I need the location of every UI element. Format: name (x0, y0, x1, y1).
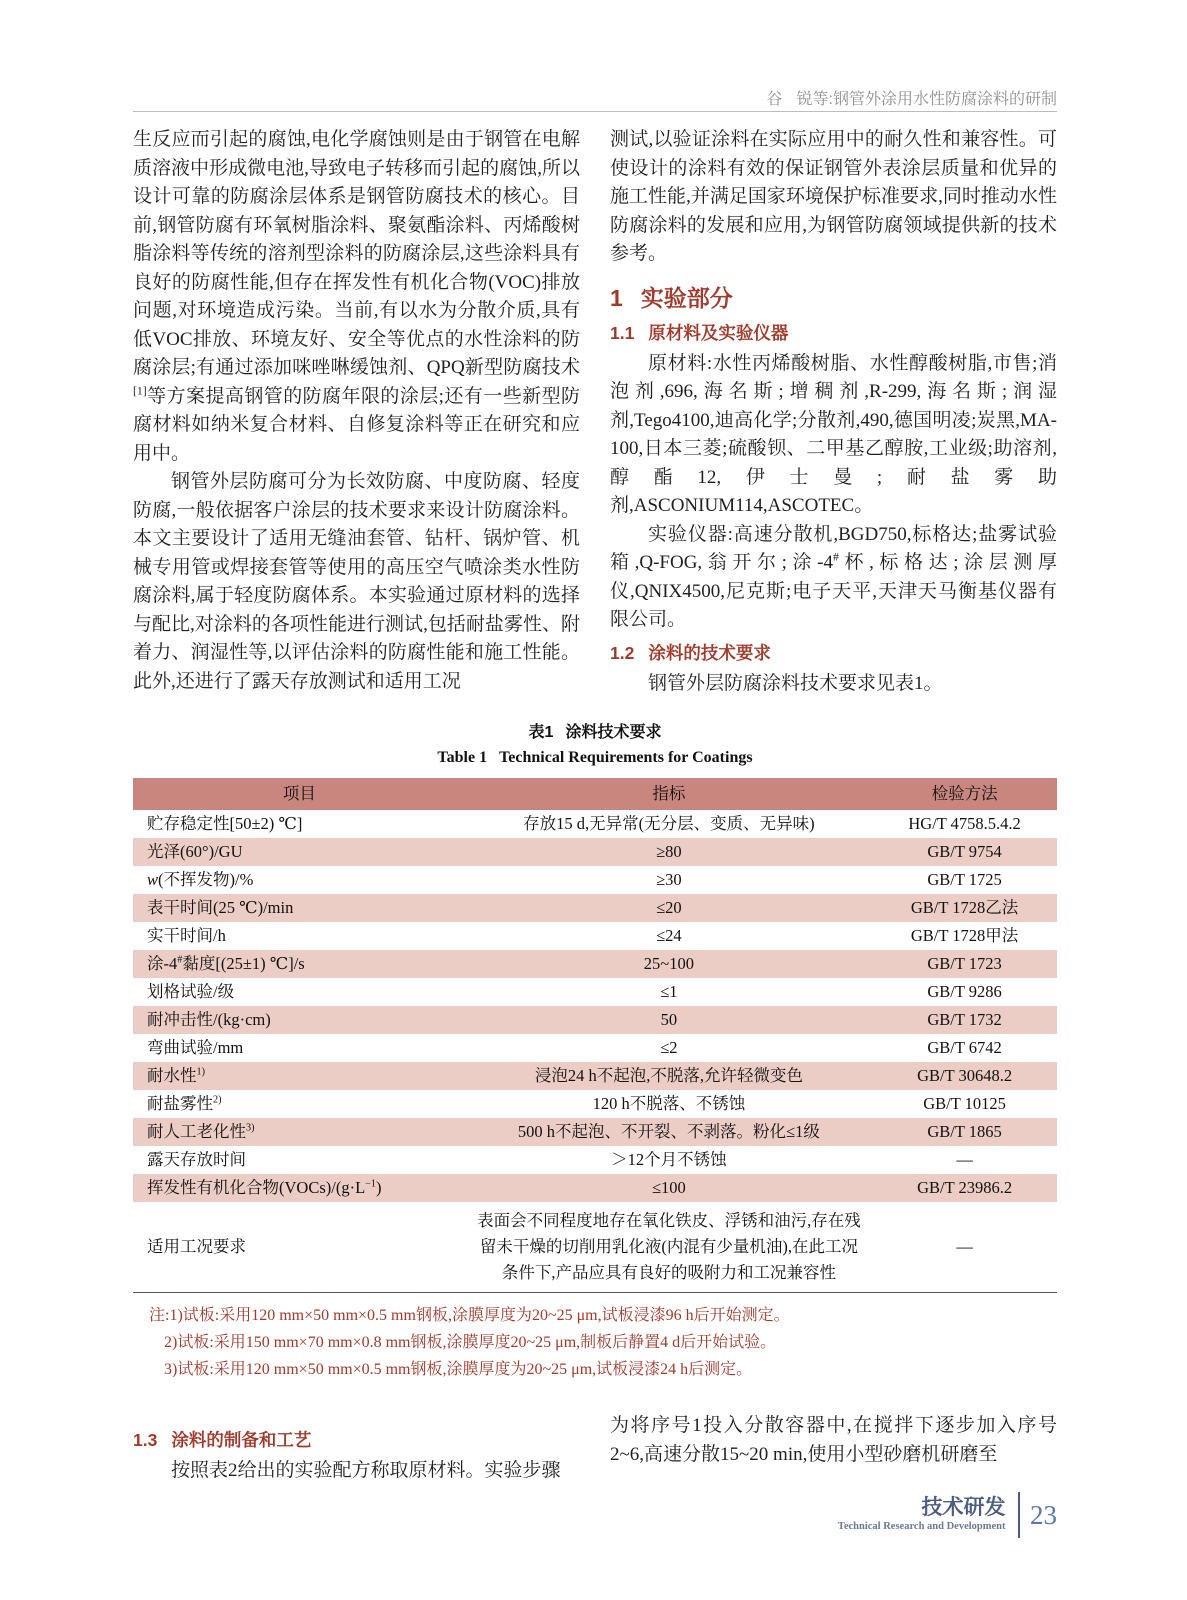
cell-item: 表干时间(25 ℃)/min (147, 898, 294, 917)
table1-block (133, 722, 1057, 1383)
table-row (133, 1118, 1057, 1146)
table1-notes (133, 1302, 1057, 1383)
cell-item: 涂-4#黏度[(25±1) ℃]/s (147, 954, 305, 973)
cell-item: w(不挥发物)/% (147, 870, 254, 889)
footer-section-zh: 技术研发 (921, 1496, 1006, 1519)
cell-item: 露天存放时间 (147, 1150, 246, 1169)
cell-method: GB/T 9754 (927, 842, 1002, 861)
paragraph-preparation-start: 按照表2给出的实验配方称取原材料。实验步骤 (171, 1460, 561, 1481)
table-row (133, 978, 1057, 1006)
table-footnote: 注:1)试板:采用120 mm×50 mm×0.5 mm钢板,涂膜厚度为20~25 μm,试板浸漆96 h后开始测定。 (149, 1307, 790, 1324)
section-1-heading (610, 283, 1057, 313)
table1-caption-zh (133, 722, 1057, 744)
cell-item: 耐水性$^{1)}$ (147, 1066, 206, 1085)
table-row (133, 866, 1057, 894)
cell-spec: ≤20 (656, 898, 682, 917)
cell-spec: 存放15 d,无异常(无分层、变质、无异味) (523, 814, 815, 833)
top-columns (133, 126, 1057, 698)
cell-item: 耐人工老化性$^{3)}$ (147, 1122, 255, 1141)
cell-spec: 50 (660, 1010, 678, 1029)
cell-spec: 500 h不起泡、不开裂、不剥落。粉化≤1级 (517, 1122, 820, 1141)
table-header-row (133, 778, 1057, 810)
table1-caption-zh-title: 涂料技术要求 (565, 724, 662, 741)
cell-item: 贮存稳定性[50±2) ℃] (147, 814, 303, 833)
cell-method: GB/T 23986.2 (917, 1178, 1013, 1197)
cell-spec: 浸泡24 h不起泡,不脱落,允许轻微变色 (534, 1066, 803, 1085)
section-1-title: 实验部分 (640, 284, 733, 311)
paragraph-see-table1: 钢管外层防腐涂料技术要求见表1。 (648, 672, 943, 694)
cell-item: 实干时间/h (147, 926, 226, 945)
cell-method: GB/T 1865 (927, 1122, 1002, 1141)
paragraph-instruments: 实验仪器:高速分散机,BGD750,标格达;盐雾试验箱,Q-FOG,翁开尔;涂-4#杯,标格达;涂层测厚仪,QNIX4500,尼克斯;电子天平,天津天马衡基仪器有限公司。 (610, 523, 1057, 630)
bottom-columns (133, 1412, 1057, 1486)
table1-body (133, 810, 1057, 1293)
cell-method: GB/T 30648.2 (917, 1066, 1013, 1085)
cell-method: GB/T 9286 (927, 982, 1002, 1001)
table1-caption-en-label: Table 1 (437, 749, 488, 766)
cell-method: GB/T 1723 (927, 954, 1002, 973)
table-row (133, 1090, 1057, 1118)
section-1-2-heading (610, 641, 1057, 665)
table-row (133, 894, 1057, 922)
section-1-1-number: 1.1 (610, 322, 635, 343)
cell-method: GB/T 10125 (923, 1094, 1006, 1113)
cell-spec: ＞12个月不锈蚀 (611, 1150, 727, 1169)
table1-caption-en (133, 747, 1057, 769)
page-footer (133, 1492, 1057, 1538)
table-row (133, 1174, 1057, 1202)
running-head (133, 86, 1057, 109)
cell-item: 耐冲击性/(kg·cm) (147, 1010, 271, 1029)
table-header-item: 项目 (133, 778, 466, 810)
table1-caption-en-title: Technical Requirements for Coatings (499, 749, 753, 766)
paragraph-materials: 原材料:水性丙烯酸树脂、水性醇酸树脂,市售;消泡剂,696,海名斯;增稠剂,R-299,海名斯;润湿剂,Tego4100,迪高化学;分散剂,490,德国明凌;炭黑,MA-100,日本三菱;硫酸钡、二甲基乙醇胺,工业级;助溶剂,醇酯12,伊士曼;耐盐雾助剂,ASCONIUM114,ASCOTEC。 (610, 352, 1057, 516)
cell-spec: 25~100 (643, 954, 694, 973)
header-rule (133, 111, 1057, 112)
section-1-1-heading (610, 321, 1057, 345)
cell-spec: ≥80 (656, 842, 682, 861)
cell-spec: ≤1 (660, 982, 678, 1001)
table-row (133, 810, 1057, 838)
bottom-left-column (133, 1412, 580, 1486)
section-1-3-number: 1.3 (133, 1430, 158, 1450)
paragraph-corrosion-intro: 生反应而引起的腐蚀,电化学腐蚀则是由于钢管在电解质溶液中形成微电池,导致电子转移而引起的腐蚀,所以设计可靠的防腐涂层体系是钢管防腐技术的核心。目前,钢管防腐有环氧树脂涂料、聚氨酯涂料、丙烯酸树脂涂料等传统的溶剂型涂料的防腐涂层,这些涂料具有良好的防腐性能,但存在挥发性有机化合物(VOC)排放问题,对环境造成污染。当前,有以水为分散介质,具有低VOC排放、环境友好、安全等优点的水性涂料的防腐涂层;有通过添加咪唑啉缓蚀剂、QPQ新型防腐技术[1]等方案提高钢管的防腐年限的涂层;还有一些新型防腐材料如纳米复合材料、自修复涂料等正在研究和应用中。 (133, 129, 580, 464)
running-head-title: 锐等:钢管外涂用水性防腐涂料的研制 (796, 91, 1057, 108)
table-row (133, 922, 1057, 950)
table-row (133, 1062, 1057, 1090)
cell-method: — (956, 1237, 973, 1256)
cell-spec: ≤24 (656, 926, 682, 945)
section-1-3-heading (133, 1428, 580, 1452)
cell-spec: ≤2 (660, 1038, 678, 1057)
table-row (133, 1006, 1057, 1034)
cell-item: 适用工况要求 (147, 1237, 246, 1256)
cell-spec: 表面会不同程度地存在氧化铁皮、浮锈和油污,存在残留未干燥的切削用乳化液(内混有少量机油),在此工况条件下,产品应具有良好的吸附力和工况兼容性 (477, 1211, 861, 1282)
cell-spec: ≤100 (651, 1178, 686, 1197)
cell-method: GB/T 1732 (927, 1010, 1002, 1029)
table-row (133, 838, 1057, 866)
cell-item: 挥发性有机化合物$(VOCs)/(g\cdot L^{-1})$ (147, 1178, 382, 1197)
paragraph-preparation-steps: 为将序号1投入分散容器中,在搅拌下逐步加入序号2~6,高速分散15~20 min,使用小型砂磨机研磨至 (610, 1415, 1057, 1465)
table1-caption-zh-label: 表1 (528, 724, 554, 741)
table-footnote: 3)试板:采用120 mm×50 mm×0.5 mm钢板,涂膜厚度为20~25 μm,试板浸漆24 h后测定。 (164, 1361, 753, 1378)
cell-item: 耐盐雾性$^{2)}$ (147, 1094, 222, 1113)
running-head-author: 谷 (766, 91, 783, 108)
table-row (133, 1202, 1057, 1293)
footer-section-labels (838, 1496, 1006, 1534)
table-header-method: 检验方法 (872, 778, 1057, 810)
cell-method: GB/T 1725 (927, 870, 1002, 889)
cell-method: GB/T 6742 (927, 1038, 1002, 1057)
section-1-3-title: 涂料的制备和工艺 (171, 1430, 312, 1450)
cell-item: 划格试验/级 (147, 982, 235, 1001)
cell-item: 弯曲试验/mm (147, 1038, 244, 1057)
right-column (610, 126, 1057, 698)
table-header-spec: 指标 (466, 778, 873, 810)
bottom-right-column (610, 1412, 1057, 1486)
requirements-table (133, 778, 1057, 1293)
cell-method: HG/T 4758.5.4.2 (908, 814, 1021, 833)
section-1-2-title: 涂料的技术要求 (648, 642, 771, 663)
table-row (133, 1146, 1057, 1174)
section-1-number: 1 (610, 284, 623, 311)
cell-method: GB/T 1728乙法 (910, 898, 1019, 917)
paragraph-outer-layer: 钢管外层防腐可分为长效防腐、中度防腐、轻度防腐,一般依据客户涂层的技术要求来设计防腐涂料。本文主要设计了适用无缝油套管、钻杆、锅炉管、机械专用管或焊接套管等使用的高压空气喷涂类水性防腐涂料,属于轻度防腐体系。本实验通过原材料的选择与配比,对涂料的各项性能进行测试,包括耐盐雾性、附着力、润湿性等,以评估涂料的防腐性能和施工性能。此外,还进行了露天存放测试和适用工况 (133, 471, 580, 692)
left-column (133, 126, 580, 698)
cell-spec: 120 h不脱落、不锈蚀 (592, 1094, 746, 1113)
cell-method: — (956, 1150, 973, 1169)
section-1-1-title: 原材料及实验仪器 (648, 322, 789, 343)
cell-spec: ≥30 (656, 870, 682, 889)
footer-divider (1018, 1492, 1021, 1538)
cell-item: 光泽(60°)/GU (147, 842, 243, 861)
table-footnote: 2)试板:采用150 mm×70 mm×0.8 mm钢板,涂膜厚度20~25 μm,制板后静置4 d后开始试验。 (164, 1334, 777, 1351)
table-row (133, 950, 1057, 978)
table-row (133, 1034, 1057, 1062)
section-1-2-number: 1.2 (610, 642, 635, 663)
cell-method: GB/T 1728甲法 (910, 926, 1019, 945)
page-number: 23 (1030, 1500, 1057, 1530)
paragraph-purpose: 测试,以验证涂料在实际应用中的耐久性和兼容性。可使设计的涂料有效的保证钢管外表涂层质量和优异的施工性能,并满足国家环境保护标准要求,同时推动水性防腐涂料的发展和应用,为钢管防腐领域提供新的技术参考。 (610, 129, 1057, 264)
footer-section-en: Technical Research and Development (837, 1521, 1006, 1532)
